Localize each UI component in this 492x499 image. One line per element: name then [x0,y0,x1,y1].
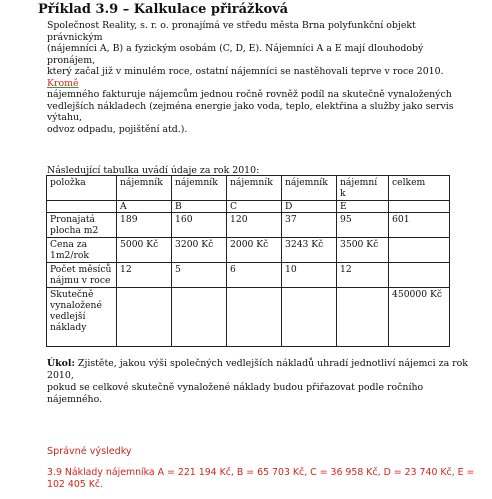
data-table [46,175,450,347]
table-cell [117,288,172,347]
table-cell [172,288,227,347]
intro-line: který začal již v minulém roce, ostatní nájemníci se nastěhovali teprve v roce 2010. [47,66,444,77]
subheader-cell: D [282,201,337,213]
intro-line: vedlejších nákladech (zejména energie jako voda, teplo, elektřina a služby jako servis [47,100,454,112]
table-cell: 3243 Kč [282,238,337,263]
table-header-row [47,176,450,201]
table-cell [337,288,389,347]
table-cell: 12 [337,263,389,288]
table-cell [389,238,450,263]
intro-line: Společnost Reality, s. r. o. pronajímá ve středu města Brna polyfunkční objekt [47,20,416,31]
table-cell: 3500 Kč [337,238,389,263]
table-cell: 450000 Kč [389,288,450,347]
intro-highlighted-word: Kromě [47,77,79,89]
table-cell: 3200 Kč [172,238,227,263]
task-line: 2010, [47,370,74,381]
table-cell: 2000 Kč [227,238,282,263]
table-cell: 6 [227,263,282,288]
table-cell: 95 [337,213,389,238]
subheader-cell: A [117,201,172,213]
intro-line: výtahu, [47,112,83,123]
task-line: pokud se celkové skutečně vynaložené náklady budou přiřazovat podle ročního [47,382,424,393]
task-label: Úkol: [47,358,75,369]
header-cell: celkem [389,176,450,201]
table-cell: Pronajatá plocha m2 [47,213,117,238]
table-row [47,288,450,347]
header-cell: nájemník [117,176,172,201]
task-line: nájemného. [47,394,103,405]
table-cell: Počet měsíců nájmu v roce [47,263,117,288]
header-cell: nájemník [172,176,227,201]
table-cell: Cena za 1m2/rok [47,238,117,263]
task-paragraph [47,358,468,406]
task-first-line [47,358,468,370]
table-cell: 120 [227,213,282,238]
table-cell: 160 [172,213,227,238]
subheader-cell: B [172,201,227,213]
table-cell: 10 [282,263,337,288]
table-cell [227,288,282,347]
table-cell: 5000 Kč [117,238,172,263]
intro-paragraph [47,20,454,135]
intro-line: odvoz odpadu, pojištění atd.). [47,123,188,135]
intro-line: nájemného fakturuje nájemcům jednou ročně rovněž podíl na skutečně vynaložených [47,89,452,100]
table-cell: 12 [117,263,172,288]
page-title: Příklad 3.9 – Kalkulace přirážková [38,2,289,17]
subheader-cell: C [227,201,282,213]
table-cell [282,288,337,347]
result-line: 3.9 Náklady nájemníka A = 221 194 Kč, B = 65 703 Kč, C = 36 958 Kč, D = 23 740 Kč, E = [47,467,475,478]
header-cell-part: k [340,188,346,199]
header-cell [337,176,389,201]
subheader-cell: E [337,201,389,213]
intro-line: pronájem, [47,54,96,66]
result-line: 102 405 Kč. [47,479,104,490]
header-cell: nájemník [282,176,337,201]
table-cell: Skutečně vynaložené vedlejší náklady [47,288,117,347]
table-row [47,263,450,288]
result-heading: Správné výsledky [47,446,132,457]
header-cell: položka [47,176,117,201]
table-cell [389,263,450,288]
header-cell-part: nájemní [340,177,378,188]
task-line: Zjistěte, jakou výši společných vedlejších nákladů uhradí jednotliví nájemci za rok [74,358,468,369]
table-caption: Následující tabulka uvádí údaje za rok 2010: [47,165,260,176]
intro-line: (nájemníci A, B) a fyzickým osobám (C, D, E). Nájemníci A a E mají dlouhodobý [47,43,424,54]
table-cell: 5 [172,263,227,288]
table-cell: 37 [282,213,337,238]
header-cell: nájemník [227,176,282,201]
subheader-cell [389,201,450,213]
table-cell: 601 [389,213,450,238]
table-row [47,238,450,263]
result-paragraph [47,467,475,491]
table-cell: 189 [117,213,172,238]
table-subheader-row [47,201,450,213]
table-row [47,213,450,238]
intro-line: právnickým [47,31,103,43]
subheader-cell [47,201,117,213]
